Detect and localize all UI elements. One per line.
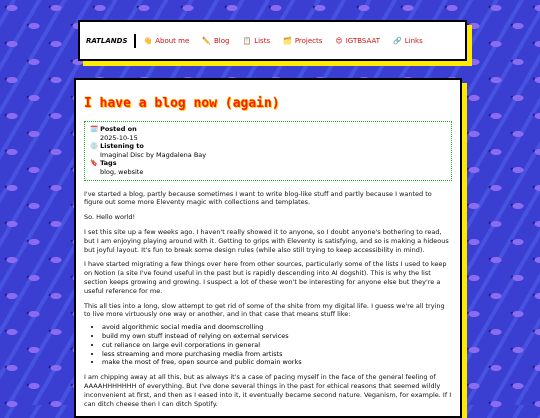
list-item: • build my own stuff instead of relying on external services: [102, 332, 452, 341]
waving-hand-icon: 👋: [143, 36, 153, 45]
nav-link-lists[interactable]: [242, 37, 270, 45]
nav-link-igtbsaat[interactable]: [335, 37, 380, 45]
pencil-icon: ✏️: [202, 36, 211, 45]
nav-link-links[interactable]: [393, 37, 423, 45]
nav-link-label: Blog: [214, 36, 230, 45]
clipboard-icon: 📋: [242, 36, 252, 45]
tags-label: Tags: [100, 159, 117, 168]
nav-link-label: IGTBSAAT: [345, 36, 381, 45]
nav-link-label: Projects: [294, 36, 323, 45]
list-item: • avoid algorithmic social media and doomscrolling: [102, 323, 452, 332]
calendar-icon: 🗓️: [90, 125, 99, 133]
nav-link-label: Lists: [254, 36, 271, 45]
link-icon: 🔗: [393, 36, 402, 45]
nav-link-projects[interactable]: [283, 37, 322, 45]
posted-on-value: 2025-10-15: [100, 133, 138, 142]
post-paragraph: This all ties into a long, slow attempt to get rid of some of the shite from my digital life. I guess we're all trying to live more virtuously one way or another, and in that case that means stuff like:: [84, 301, 445, 319]
bookmark-icon: 🔖: [90, 159, 99, 168]
post-paragraph: I set this site up a few weeks ago. I haven't really showed it to anyone, so I doubt anyone's bothering to read, but I am enjoying playing around with it. Getting to grips with Eleventy is satisfying, and so is making a hideous but joyful layout. It's fun to break some design rules (while also still trying to keep accessibility in mind).: [84, 227, 449, 254]
list-item: • make the most of free, open source and public domain works: [102, 358, 452, 367]
nav-link-label: About me: [155, 36, 190, 45]
card-index-icon: 🗂️: [283, 36, 292, 45]
post-paragraph: I've started a blog, partly because sometimes I want to write blog-like stuff and partly because I wanted to figure out some more Eleventy magic with collections and templates.: [84, 189, 432, 207]
post-paragraph: I have started migrating a few things over here from other sources, particularly some of the lists I used to keep on Notion (a site I've found useful in the past but is rapidly descending into AI dogshit). This is why the list section keeps growing and growing. I suspect a lot of these won't be interesting for anyone else but they're a useful reference for me.: [84, 260, 447, 295]
tags-value: blog, website: [100, 167, 144, 176]
post-metadata-box: [84, 121, 452, 181]
post-paragraph: I am chipping away at all this, but as always it's a case of pacing myself in the face of the general feeling of AAAAHHHHHHH of everything. But I've done several things in the past for ethical reasons that seemed wildly inconvenient at first, and then as I eased into it, it eventually became second nature. Veganism, for example. If I can ditch cheese then I can ditch Spotify.: [84, 373, 452, 408]
top-navigation: [78, 20, 467, 61]
list-item: • less streaming and more purchasing media from artists: [102, 350, 452, 359]
nav-link-about-me[interactable]: [144, 37, 190, 45]
nav-link-blog[interactable]: [202, 37, 229, 45]
heart-eyes-icon: 😍: [335, 36, 343, 45]
nav-link-label: Links: [404, 36, 423, 45]
list-item: • cut reliance on large evil corporations in general: [102, 341, 452, 350]
listening-to-value: Imaginal Disc by Magdalena Bay: [100, 150, 207, 159]
post-paragraph: So. Hello world!: [84, 213, 136, 222]
post-title: I have a blog now (again): [84, 96, 280, 111]
post-bullet-list: [84, 323, 452, 367]
disc-icon: 💿: [90, 142, 99, 151]
posted-on-label: Posted on: [100, 125, 137, 133]
blog-post-card: [74, 78, 462, 418]
listening-to-label: Listening to: [100, 142, 144, 151]
site-brand[interactable]: RATLANDS: [80, 34, 136, 48]
